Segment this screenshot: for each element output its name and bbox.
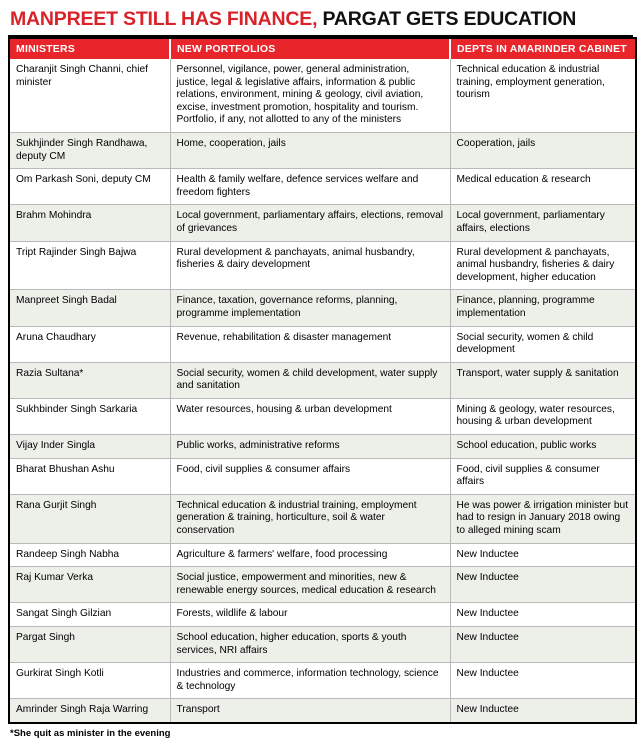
table-row [10, 241, 635, 290]
cell-portfolios: Industries and commerce, information technology, science & technology [170, 663, 450, 699]
table-row [10, 494, 635, 543]
cell-portfolios: Home, cooperation, jails [170, 132, 450, 168]
cell-minister: Tript Rajinder Singh Bajwa [10, 241, 170, 290]
cell-portfolios: Personnel, vigilance, power, general administration, justice, legal & legislative affairs, information & public relations, environment, mining & geology, civil aviation, excise, investment promotion, hospitality and tourism. Portfolio, if any, not allotted to any of the ministers [170, 59, 450, 132]
cell-portfolios: Health & family welfare, defence services welfare and freedom fighters [170, 169, 450, 205]
footnote: *She quit as minister in the evening [10, 727, 171, 739]
cell-depts: Mining & geology, water resources, housing & urban development [450, 398, 635, 434]
cell-minister: Rana Gurjit Singh [10, 494, 170, 543]
headline-primary: MANPREET STILL HAS FINANCE, [10, 8, 318, 30]
cabinet-table-header [10, 39, 635, 59]
cell-depts: Social security, women & child development [450, 326, 635, 362]
table-row [10, 326, 635, 362]
cell-portfolios: Social justice, empowerment and minorities, new & renewable energy sources, medical education & research [170, 567, 450, 603]
cell-minister: Brahm Mohindra [10, 205, 170, 241]
cell-portfolios: Agriculture & farmers' welfare, food processing [170, 543, 450, 567]
cell-depts: He was power & irrigation minister but had to resign in January 2018 owing to alleged mining scam [450, 494, 635, 543]
cell-portfolios: Water resources, housing & urban development [170, 398, 450, 434]
table-row [10, 699, 635, 722]
table-row [10, 205, 635, 241]
table-row [10, 362, 635, 398]
cell-minister: Manpreet Singh Badal [10, 290, 170, 326]
cell-depts: Finance, planning, programme implementation [450, 290, 635, 326]
table-row [10, 627, 635, 663]
cell-minister: Sukhjinder Singh Randhawa, deputy CM [10, 132, 170, 168]
cell-depts: Local government, parliamentary affairs, elections [450, 205, 635, 241]
cell-minister: Raj Kumar Verka [10, 567, 170, 603]
table-row [10, 290, 635, 326]
cell-minister: Pargat Singh [10, 627, 170, 663]
cell-depts: New Inductee [450, 603, 635, 627]
cell-depts: New Inductee [450, 627, 635, 663]
table-row [10, 59, 635, 132]
cabinet-table [10, 59, 635, 722]
cell-portfolios: Forests, wildlife & labour [170, 603, 450, 627]
cell-portfolios: Rural development & panchayats, animal husbandry, fisheries & dairy development [170, 241, 450, 290]
cell-portfolios: Public works, administrative reforms [170, 435, 450, 459]
table-body [10, 59, 635, 722]
cell-depts: Cooperation, jails [450, 132, 635, 168]
cell-depts: New Inductee [450, 543, 635, 567]
column-header-new-portfolios: NEW PORTFOLIOS [170, 39, 450, 59]
headline [8, 6, 633, 35]
headline-secondary: PARGAT GETS EDUCATION [317, 8, 577, 30]
cell-depts: Medical education & research [450, 169, 635, 205]
cell-portfolios: Finance, taxation, governance reforms, planning, programme implementation [170, 290, 450, 326]
cell-minister: Bharat Bhushan Ashu [10, 458, 170, 494]
table-row [10, 567, 635, 603]
cell-minister: Gurkirat Singh Kotli [10, 663, 170, 699]
table-header-row [10, 39, 635, 59]
table-row [10, 169, 635, 205]
cell-depts: Technical education & industrial training, employment generation, tourism [450, 59, 635, 132]
cell-depts: Transport, water supply & sanitation [450, 362, 635, 398]
cell-minister: Vijay Inder Singla [10, 435, 170, 459]
cell-portfolios: Transport [170, 699, 450, 722]
cell-depts: Food, civil supplies & consumer affairs [450, 458, 635, 494]
cell-portfolios: Social security, women & child development, water supply and sanitation [170, 362, 450, 398]
table-row [10, 435, 635, 459]
cell-portfolios: Local government, parliamentary affairs, elections, removal of grievances [170, 205, 450, 241]
table-body-wrap [8, 59, 637, 724]
cell-depts: School education, public works [450, 435, 635, 459]
cell-minister: Randeep Singh Nabha [10, 543, 170, 567]
cell-minister: Amrinder Singh Raja Warring [10, 699, 170, 722]
cell-minister: Om Parkash Soni, deputy CM [10, 169, 170, 205]
table-row [10, 543, 635, 567]
table-header-wrap [8, 37, 637, 59]
table-row [10, 603, 635, 627]
cell-depts: New Inductee [450, 567, 635, 603]
column-header-ministers: MINISTERS [10, 39, 170, 59]
column-header-depts-amarinder: DEPTS IN AMARINDER CABINET [450, 39, 635, 59]
cell-minister: Aruna Chaudhary [10, 326, 170, 362]
cell-depts: Rural development & panchayats, animal husbandry, fisheries & dairy development, higher education [450, 241, 635, 290]
table-row [10, 132, 635, 168]
cell-portfolios: Food, civil supplies & consumer affairs [170, 458, 450, 494]
cell-minister: Charanjit Singh Channi, chief minister [10, 59, 170, 132]
table-row [10, 398, 635, 434]
cell-portfolios: Revenue, rehabilitation & disaster management [170, 326, 450, 362]
cell-minister: Razia Sultana* [10, 362, 170, 398]
cell-minister: Sukhbinder Singh Sarkaria [10, 398, 170, 434]
table-row [10, 663, 635, 699]
cell-depts: New Inductee [450, 699, 635, 722]
table-row [10, 458, 635, 494]
cell-depts: New Inductee [450, 663, 635, 699]
cell-minister: Sangat Singh Gilzian [10, 603, 170, 627]
cell-portfolios: School education, higher education, sports & youth services, NRI affairs [170, 627, 450, 663]
cell-portfolios: Technical education & industrial training, employment generation & training, horticulture, soil & water conservation [170, 494, 450, 543]
